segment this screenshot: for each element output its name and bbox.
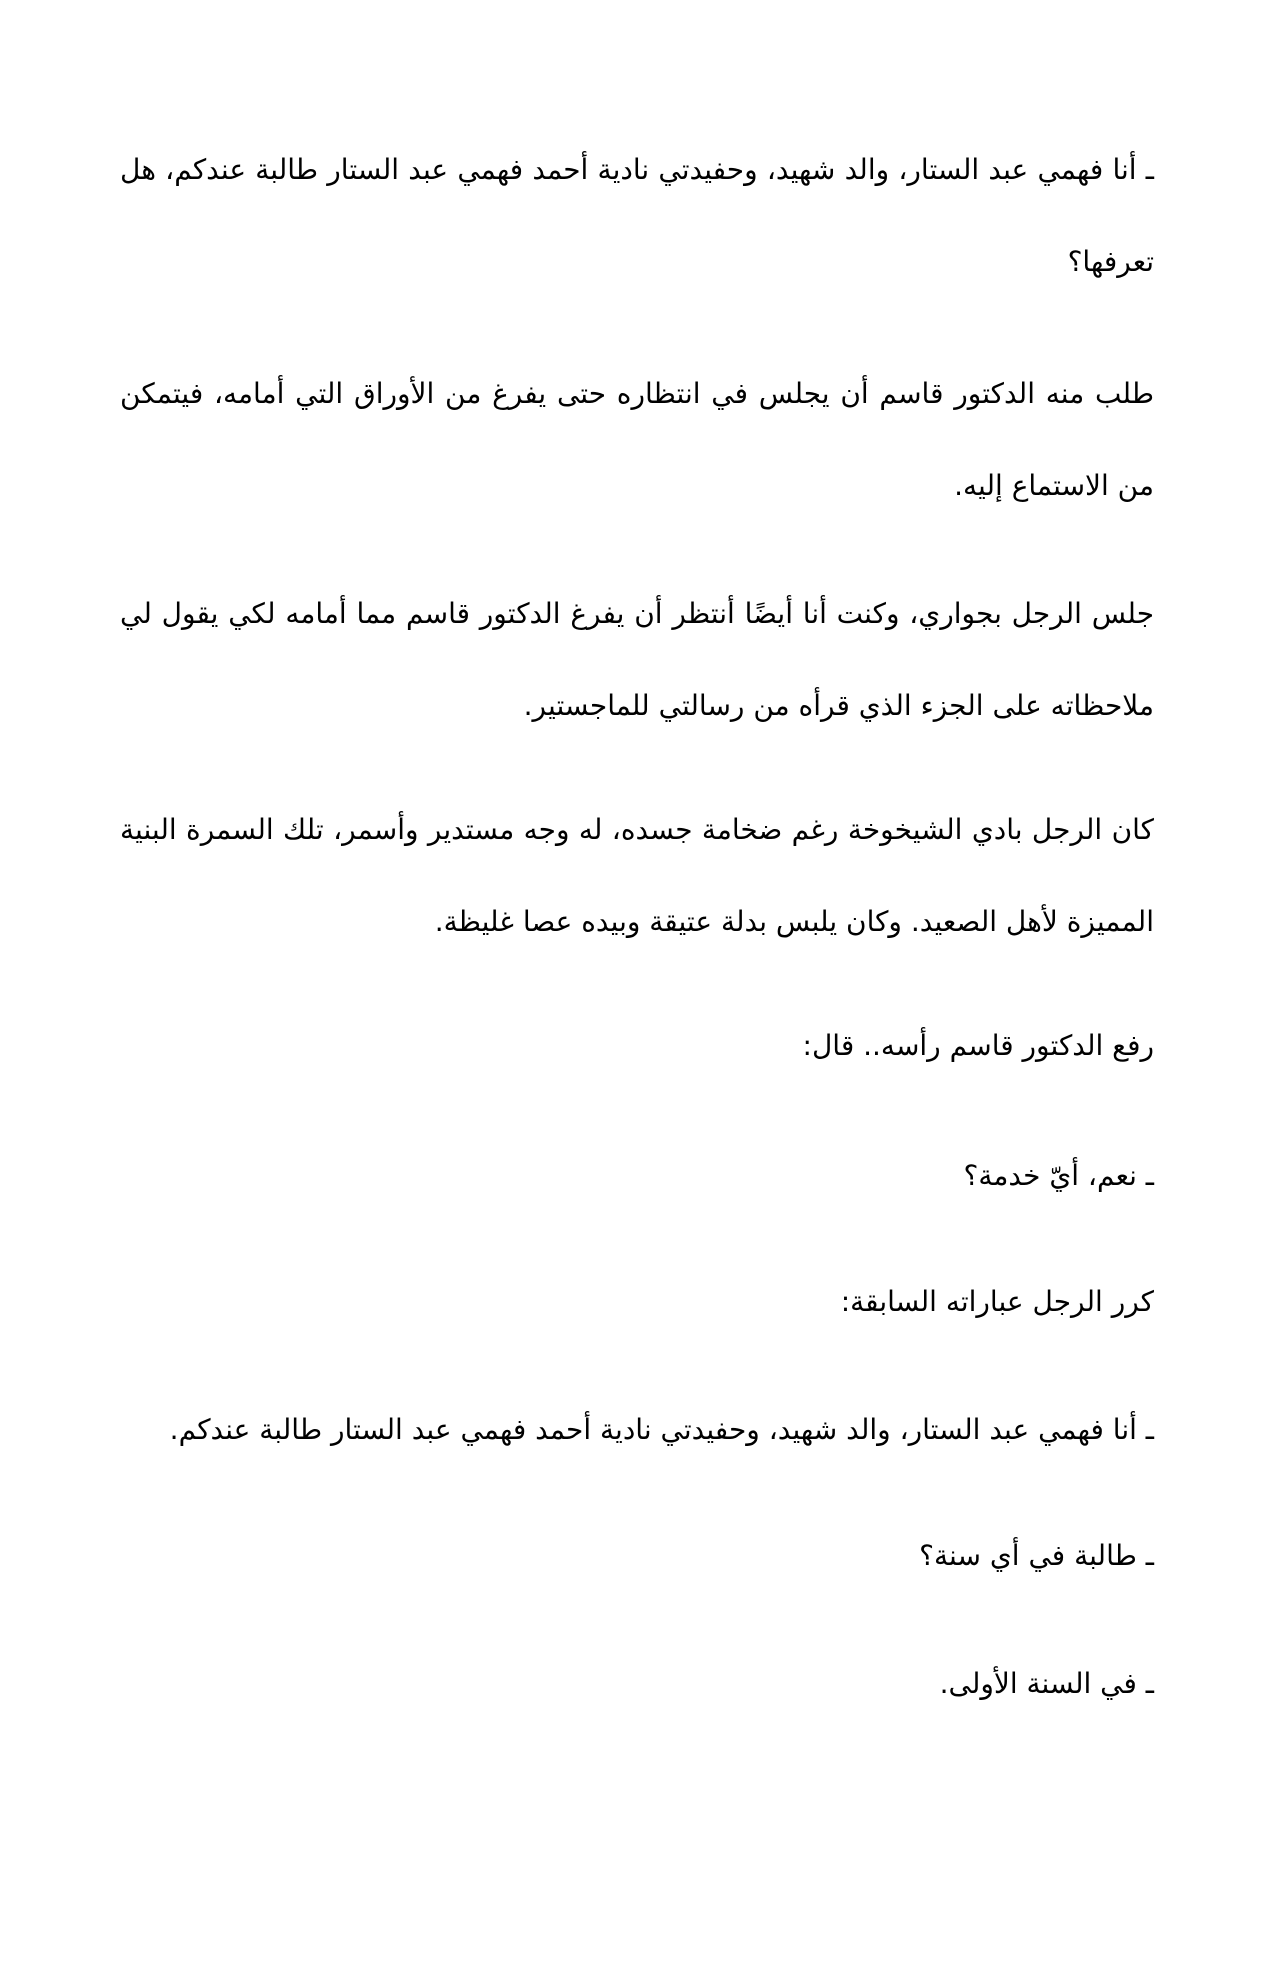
paragraph-3: جلس الرجل بجواري، وكنت أنا أيضًا أنتظر أن يفرغ الدكتور قاسم مما أمامه لكي يقول لي ملاحظاته على الجزء الذي قرأه من رسالتي للماجستير. — [120, 597, 1154, 722]
paragraph-5: رفع الدكتور قاسم رأسه.. قال: — [802, 1029, 1154, 1062]
paragraph-7: كرر الرجل عباراته السابقة: — [840, 1285, 1154, 1318]
paragraph-1: ـ أنا فهمي عبد الستار، والد شهيد، وحفيدتي نادية أحمد فهمي عبد الستار طالبة عندكم، هل تعرفها؟ — [120, 153, 1154, 278]
paragraph-2: طلب منه الدكتور قاسم أن يجلس في انتظاره حتى يفرغ من الأوراق التي أمامه، فيتمكن من الاستماع إليه. — [120, 377, 1154, 502]
paragraph-10: ـ في السنة الأولى. — [939, 1667, 1154, 1700]
paragraph-8: ـ أنا فهمي عبد الستار، والد شهيد، وحفيدتي نادية أحمد فهمي عبد الستار طالبة عندكم. — [169, 1413, 1154, 1446]
paragraph-9: ـ طالبة في أي سنة؟ — [919, 1539, 1154, 1572]
paragraph-6: ـ نعم، أيّ خدمة؟ — [963, 1159, 1154, 1192]
paragraph-4: كان الرجل بادي الشيخوخة رغم ضخامة جسده، له وجه مستدير وأسمر، تلك السمرة البنية المميزة لأهل الصعيد. وكان يلبس بدلة عتيقة وبيده عصا غليظة. — [120, 813, 1154, 938]
